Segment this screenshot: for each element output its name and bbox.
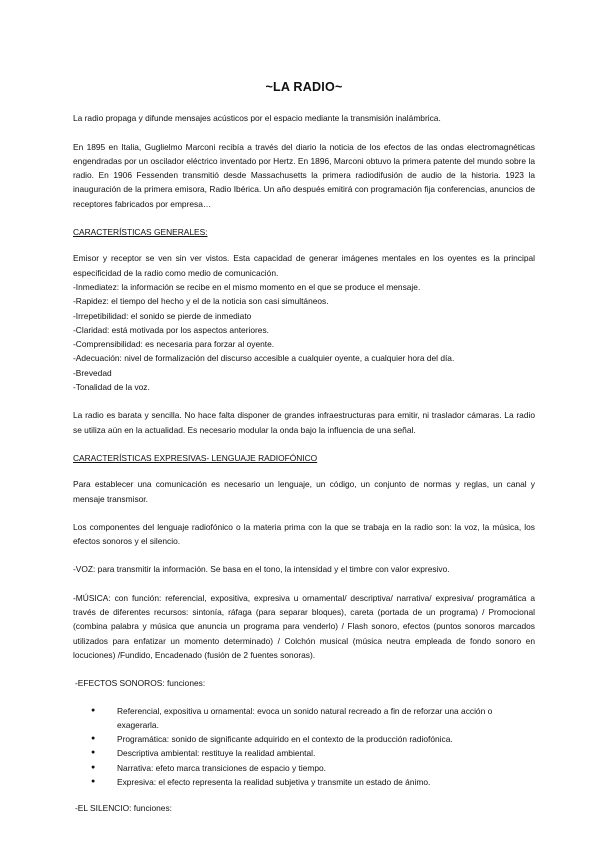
list-item: ● Programática: sonido de significante adquirido en el contexto de la producción radiofónica. xyxy=(117,732,535,746)
list-item: -Adecuación: nivel de formalización del discurso accesible a cualquier oyente, a cualquier hora del día. xyxy=(73,353,455,364)
list-item: -Claridad: está motivada por los aspectos anteriores. xyxy=(73,324,269,335)
generales-closing-paragraph: La radio es barata y sencilla. No hace falta disponer de grandes infraestructuras para emitir, ni traslador cámaras. La radio se utiliza aún en la actualidad. Es necesario modular la onda bajo la influencia de una señal. xyxy=(73,410,535,435)
expresivas-paragraph-2: Los componentes del lenguaje radiofónico o la materia prima con la que se trabaja en la radio son: la voz, la música, los efectos sonoros y el silencio. xyxy=(73,521,535,547)
efectos-heading: -EFECTOS SONOROS: funciones: xyxy=(75,678,206,689)
silencio-heading: -EL SILENCIO: funciones: xyxy=(75,803,172,814)
efectos-list xyxy=(73,704,535,790)
intro-paragraph: La radio propaga y difunde mensajes acústicos por el espacio mediante la transmisión inalámbrica. xyxy=(73,113,441,124)
expresivas-paragraph-1: Para establecer una comunicación es necesario un lenguaje, un código, un conjunto de normas y reglas, un canal y mensaje transmisor. xyxy=(73,479,535,504)
list-item: -Brevedad xyxy=(73,367,112,378)
musica-paragraph: -MÚSICA: con función: referencial, expositiva, expresiva u ornamental/ descriptiva/ narrativa/ expresiva/ programática a través de diferentes recursos: sintonía, ráfaga (para separar bloques), careta (portada de un programa) / Promocional (combina palabra y música que anuncia un programa para venderlo) / Flash sonoro, efectos (puntos sonoros marcados utilizados para enfatizar un momento determinado) / Colchón musical (música neutra empleada de fondo sonoro en locuciones) /Fundido, Encadenado (fusión de 2 fuentes sonoras). xyxy=(73,592,535,660)
list-item: -Tonalidad de la voz. xyxy=(73,382,150,393)
document-page xyxy=(73,80,535,829)
list-item: ● Expresiva: el efecto representa la realidad subjetiva y transmite un estado de ánimo. xyxy=(117,775,535,789)
list-item: -Comprensibilidad: es necesaria para forzar al oyente. xyxy=(73,339,275,350)
history-paragraph: En 1895 en Italia, Guglielmo Marconi recibía a través del diario la noticia de los efectos de las ondas electromagnéticas engendradas por un oscilador eléctrico inventado por Hertz. En 1896, Marconi obtuvo la primera patente del mundo sobre la radio. En 1906 Fessenden transmitió desde Massachusetts la primera radiodifusión de audio de la historia. 1923 la inauguración de la primera emisora, Radio Ibérica. Un año después emitirá con programación fija conferencias, anuncios de receptores fabricados por empresa… xyxy=(73,141,535,209)
list-item: ● Narrativa: efeto marca transiciones de espacio y tiempo. xyxy=(117,761,535,775)
list-item: -Irrepetibilidad: el sonido se pierde de inmediato xyxy=(73,310,252,321)
generales-list xyxy=(73,280,535,394)
list-item: -Inmediatez: la información se recibe en el mismo momento en el que se produce el mensaje. xyxy=(73,281,421,292)
list-item: ● Descriptiva ambiental: restituye la realidad ambiental. xyxy=(117,746,535,760)
list-item: -Rapidez: el tiempo del hecho y el de la noticia son casi simultáneos. xyxy=(73,296,329,307)
voz-paragraph: -VOZ: para transmitir la información. Se basa en el tono, la intensidad y el timbre con valor expresivo. xyxy=(73,564,450,575)
section-heading-expresivas: CARACTERÍSTICAS EXPRESIVAS- LENGUAJE RADIOFÓNICO xyxy=(73,452,318,463)
page-title: ~LA RADIO~ xyxy=(265,80,343,94)
generales-paragraph: Emisor y receptor se ven sin ver vistos. Esta capacidad de generar imágenes mentales en los oyentes es la principal especificidad de la radio como medio de comunicación. xyxy=(73,253,535,278)
section-heading-generales: CARACTERÍSTICAS GENERALES: xyxy=(73,227,208,238)
list-item: ● Referencial, expositiva u ornamental: evoca un sonido natural recreado a fin de reforzar una acción o exagerarla. xyxy=(117,704,535,733)
